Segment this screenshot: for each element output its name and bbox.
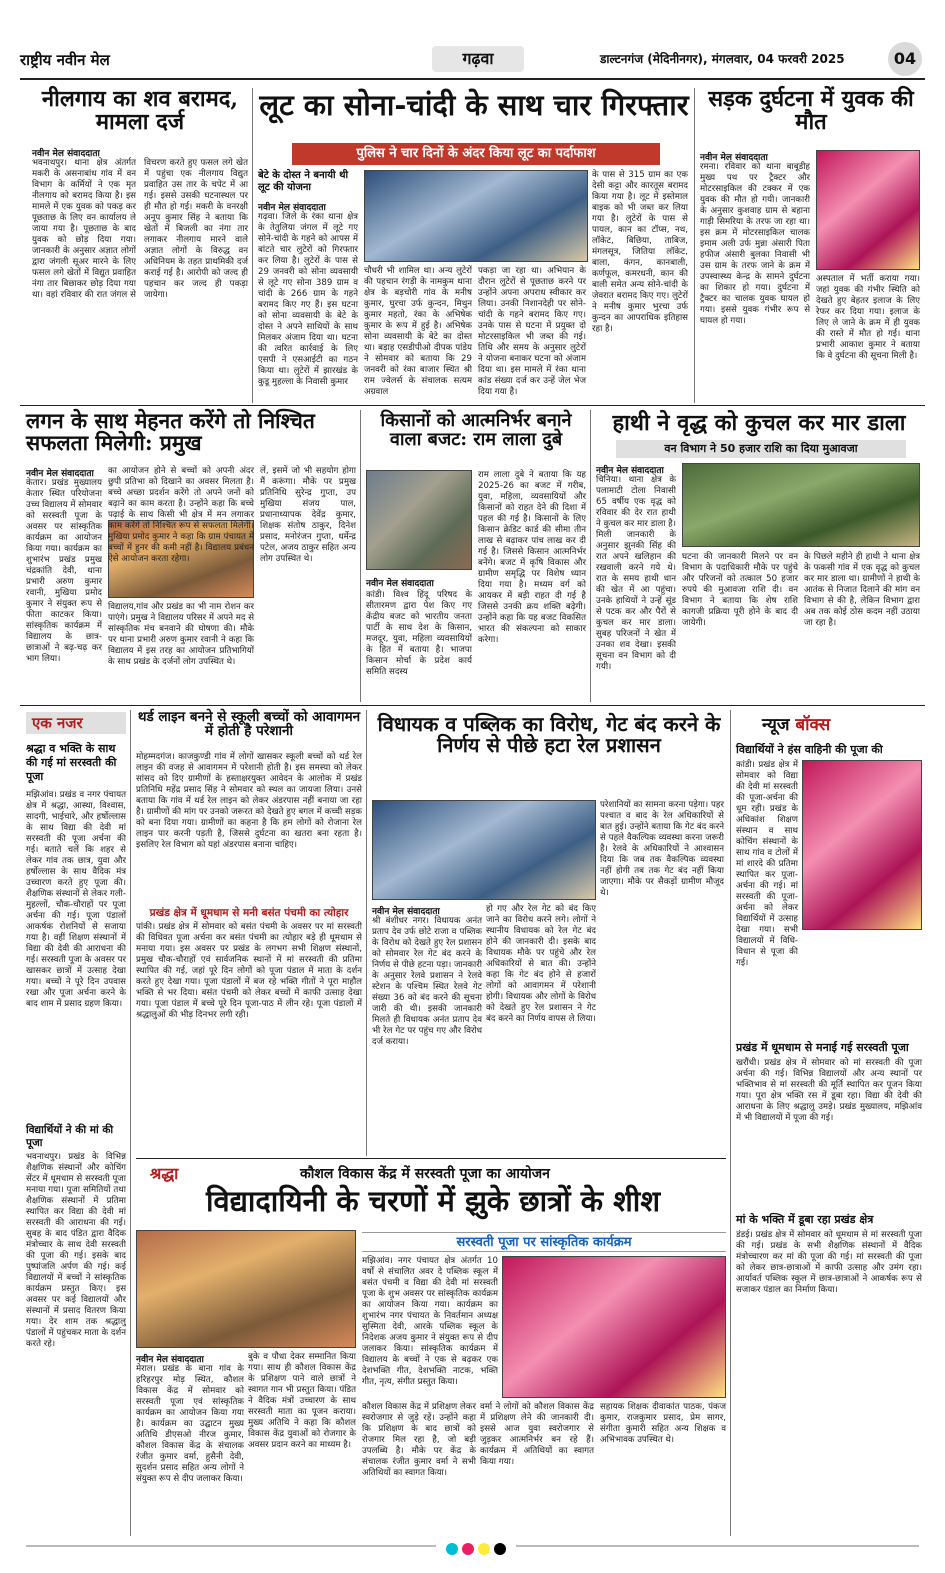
nazar-item-1-headline: श्रद्धा व भक्ति के साथ की गई मां सरस्वती की पूजा	[26, 742, 117, 783]
police-press-photo	[364, 170, 588, 262]
loot-body-2: चौधरी भी शामिल था। अन्य लुटेरों की पहचान रंगड़ी के नामकुम थाना क्षेत्र के बड़चोरी गांव के मनीष कुमार, घुरचा उर्फ कुन्दन, मिथुन कुमार महतो, रंका के अभिषेक कुमार के रूप में हुई है। अभिषेक सोना व्यवसायी के बेटे का दोस्त था। बड़ाह एसडीपीओ दीपक पांडेय ने सोमवार को बताया कि 29 जनवरी को रंका बाजार स्थित श्री राम ज्वेलर्स के संचालक सत्यम अग्रवाल	[364, 266, 472, 397]
news-box-title-2: बॉक्स	[795, 715, 831, 735]
elephant-subheadline: वन विभाग ने 50 हजार राशि का दिया मुआवजा	[616, 440, 906, 458]
row-rule	[20, 705, 925, 706]
accident-byline: नवीन मेल संवाददाता	[700, 153, 768, 163]
rail-headline: विधायक व पब्लिक का विरोध, गेट बंद करने के निर्णय से पीछे हटा रेल प्रशासन	[377, 712, 721, 757]
pramukh-byline: नवीन मेल संवाददाता	[26, 469, 94, 479]
loot-headline: लूट का सोना-चांदी के साथ चार गिरफ्तार	[259, 88, 689, 122]
kaushal-body-1: मेराल। प्रखंड के बाना गांव के हरिहरपुर मोड़ स्थित, कौशल विकास केंद्र में सोमवार को सरस्वती पूजा एवं सांस्कृतिक कार्यक्रम का आयोजन किया गया है। कार्यक्रम का उद्घाटन मुख्य अतिथि डीएसओ नीरज कुमार, कौशल विकास केंद्र के संचालक रंजीत कुमार वर्मा, हुसैनी देवी, सुदर्शन प्रसाद सहित अन्य लोगों ने संयुक्त रूप से दीप जलाकर किया।	[136, 1364, 244, 1484]
news-box-title-1: न्यूज	[762, 715, 790, 735]
cultural-stage-photo	[502, 1256, 726, 1398]
rl-dubey-photo	[366, 470, 472, 570]
page-number: 04	[888, 42, 922, 76]
elephant-body-3: के पिछले महीने ही हाथी ने थाना क्षेत्र के फकसी गांव में एक वृद्ध को कुचल कर मार डाला था। ग्रामीणों ने हाथी के आतंक से निजात दिलाने की मांग वन विभाग से की है, लेकिन विभाग द्वारा अब तक कोई ठोस कदम नहीं उठाया जा रहा है।	[804, 552, 920, 628]
nazar-item-2-headline: विद्यार्थियों ने की मां की पूजा	[26, 1124, 114, 1150]
budget-headline: किसानों को आत्मनिर्भर बनाने वाला बजट: राम लाला दुबे	[380, 410, 572, 450]
nazar-item-1-body: मझिआंव। प्रखंड व नगर पंचायत क्षेत्र में श्रद्धा, आस्था, विश्वास, सादगी, भाईचारे, और हर्षोल्लास के साथ विद्या की देवी मां सरस्वती की पूजा अर्चना की गई। बताते चलें कि शहर से लेकर गांव तक छात्र, युवा और हर्षोल्लास के साथ वैदिक मंत्र उच्चारण करते हुए पूजा की। शैक्षणिक संस्थानों से लेकर गली-मुहल्लों, चौक-चौराहों पर पूजा अर्चना की गई। पूजा पंडालों आकर्षक रोशनियों से सजाया गया है। वहीं शिक्षण संस्थानों में विद्या की देवी की आराधना की गई। सरस्वती पूजा के अवसर पर खासकर छात्रों में उत्साह देखा गया। बच्चों ने पूरे दिन उपवास रखा और पूजा अर्चना करने के बाद शाम में प्रसाद ग्रहण किया।	[26, 790, 126, 1009]
column-divider	[252, 88, 253, 403]
black-register-dot	[494, 1543, 506, 1555]
kaushal-body-3: कौशल विकास केंद्र में प्रशिक्षण लेकर स्वरोजगार से जुड़े रहें। उन्होंने कहा कि प्रशिक्षण के बाद छात्रों को रोजगार मिल रहा है, जो बड़ी उपलब्धि है। मौके पर केंद्र के संचालक रंजीत कुमार वर्मा ने सभी अतिथियों का स्वागत किया।	[362, 1402, 476, 1478]
news-box-item-2-body: खरौंधी। प्रखंड क्षेत्र में सोमवार को मां सरस्वती की पूजा अर्चना की गई। विभिन्न विद्यालयों और अन्य स्थानों पर भक्तिभाव से मां सरस्वती की मूर्ति स्थापित कर पूजन किया गया। पूरा क्षेत्र भक्ति रस में डूबा रहा। विद्या की देवी की आराधना के लिए श्रद्धालु उमड़े। प्रखंड मुख्यालय, मझिआंव में भी विद्यालयों में पूजा की गई।	[736, 1058, 922, 1123]
dateline: डाल्टनगंज (मेदिनीनगर), मंगलवार, 04 फरवरी 2025	[600, 52, 845, 66]
loot-body-3: पकड़ा जा रहा था। अभियान के दौरान लुटेरों से पूछताछ करने पर उन्होंने अपना अपराध स्वीकार कर लिया। उनकी निशानदेही पर सोने-चांदी के गहने बरामद किए गए। उनके पास से घटना में प्रयुक्त दो मोटरसाइकिल भी जब्त की गई। तिथि और समय के अनुसार लुटेरों ने योजना बनाकर घटना को अंजाम दिया था। इस मामले में रंका थाना कांड संख्या दर्ज कर उन्हें जेल भेज दिया गया है।	[478, 266, 586, 397]
accident-headline: सड़क दुर्घटना में युवक की मौत	[708, 86, 914, 136]
nilgai-headline: नीलगाय का शव बरामद, मामला दर्ज	[41, 86, 239, 136]
rail-body-1: श्री बंशीधर नगर। विधायक अनंत प्रताप देव उर्फ छोटे राजा व पब्लिक के विरोध को देखते हुए रेल प्रशासन को सोमवार रेल गेट बंद करने के निर्णय से पीछे हटना पड़ा। जानकारी के अनुसार रेलवे प्रशासन ने रेलवे स्टेशन के पश्चिम स्थित रेलवे गेट संख्या 36 को बंद करने की सूचना जारी की थी। इसकी जानकारी मिलते ही विधायक अनंत प्रताप देव भी रेल गेट पर पहुंच गए और विरोध दर्ज कराया।	[372, 916, 482, 1047]
shraddha-label: श्रद्धा	[150, 1164, 179, 1183]
rail-body-3: परेशानियों का सामना करना पड़ेगा। पहर पश्चात व बाद के रेल अधिकारियों से बात हुई। उन्होंने बताया कि गेट बंद करने से पहले वैकल्पिक व्यवस्था करना जरूरी है। रेलवे के अधिकारियों ने आश्वासन दिया कि जब तक वैकल्पिक व्यवस्था नहीं होगी तब तक गेट बंद नहीं किया जाएगा। मौके पर सैकड़ों ग्रामीण मौजूद थे।	[600, 800, 724, 898]
elephant-headline: हाथी ने वृद्ध को कुचल कर मार डाला	[612, 410, 906, 436]
news-box-item-3-body: डंडई। प्रखंड क्षेत्र में सोमवार को धूमधाम से मां सरस्वती पूजा की गई। प्रखंड के सभी शैक्षणिक संस्थानों में वैदिक मंत्रोच्चारण कर मां की पूजा की गई। मां सरस्वती की पूजा को लेकर छात्र-छात्राओं में काफी उत्साह और उमंग रहा। आर्यावर्त पब्लिक स्कूल में छात्र-छात्राओं ने आकर्षक रूप से सजाकर पंडाल का निर्माण किया।	[736, 1230, 922, 1295]
loot-byline: नवीन मेल संवाददाता	[258, 203, 326, 213]
basant-subheadline: प्रखंड क्षेत्र में धूमधाम से मनी बसंत पंचमी का त्योहार	[149, 907, 349, 919]
kaushal-overline: कौशल विकास केंद्र में सरस्वती पूजा का आयोजन	[300, 1166, 550, 1182]
loot-body-4: के पास से 315 ग्राम का एक देसी कट्टा और कारतूस बरामद किया गया है। लूट में इस्तेमाल बाइक को भी जब्त कर लिया गया है। लुटेरों के पास से पायल, कान का टॉप्स, नथ, लॉकेट, बिछिया, ताबिज, मंगलसूत्र, जितिया लॉकेट, बाला, कंगन, कानबाली, कर्णफूल, कमरधनी, कान की बाली समेत अन्य सोने-चांदी के जेवरात बरामद किए गए। लुटेरों ने मनीष कुमार भुरचा उर्फ कुन्दन का आपराधिक इतिहास रहा है।	[592, 170, 688, 334]
cyan-register-dot	[446, 1543, 458, 1555]
thirdline-headline: थर्ड लाइन बनने से स्कूली बच्चों को आवागमन में होती है परेशानी	[137, 709, 361, 740]
kaushal-byline: नवीन मेल संवाददाता	[136, 1355, 204, 1365]
masthead-rule	[20, 78, 925, 80]
cultural-body: मझिआंव। नगर पंचायत क्षेत्र अंतर्गत 10 वर्षों से संचालित अवर दे पब्लिक स्कूल में बसंत पंचमी व विद्या की देवी मां सरस्वती पूजा के शुभ अवसर पर सांस्कृतिक कार्यक्रम का आयोजन किया गया। कार्यक्रम का शुभारंभ नगर पंचायत के निवर्तमान अध्यक्ष सुस्मिता देवी, आरके पब्लिक स्कूल के निदेशक अजय कुमार ने संयुक्त रूप से दीप जलाकर किया। सांस्कृतिक कार्यक्रम में विद्यालय के बच्चों ने एक से बढ़कर एक देशभक्ति गीत, देशभक्ति नाटक, भक्ति गीत, नृत्य, संगीत प्रस्तुत किया।	[362, 1256, 498, 1387]
row-rule	[20, 405, 925, 406]
kaushal-body-4: वर्मा ने लोगों को कौशल विकास केंद्र में प्रशिक्षण लेने की जानकारी दी। इससे आज युवा स्वरोजगार से जुड़कर आत्मनिर्भर बन रहे हैं। कार्यक्रम में अतिथियों का स्वागत किया गया।	[480, 1402, 594, 1467]
budget-body-2: राम लाला दुबे ने बताया कि यह 2025-26 का बजट में गरीब, युवा, महिला, व्यवसायियों और किसानों को राहत देने की दिशा में पहल की गई है। किसानों के लिए किसान क्रेडिट कार्ड की सीमा तीन लाख से बढ़ाकर पांच लाख कर दी गई है। जिससे किसान आत्मनिर्भर बनेंगे। बजट में कृषि विकास और ग्रामीण समृद्धि पर विशेष ध्यान दिया गया है। मध्यम वर्ग को आयकर में बड़ी राहत दी गई है जिससे उनकी क्रय शक्ति बढ़ेगी। उन्होंने कहा कि यह बजट विकसित भारत की संकल्पना को साकार करेगा।	[478, 470, 586, 645]
nazar-item-2-body: भवनाथपुर। प्रखंड के विभिन्न शैक्षणिक संस्थानों और कोचिंग सेंटर में धूमधाम से सरस्वती पूजा मनाया गया। पूजा समितियों तथा शैक्षणिक संस्थानों में प्रतिमा स्थापित कर विद्या की देवी मां सरस्वती की आराधना की गई। सुबह के बाद पंडित द्वारा वैदिक मंत्रोच्चार के साथ देवी सरस्वती की पूजा की गई। इसके बाद पुष्पांजलि अर्पण की गई। कई विद्यालयों में बच्चों ने सांस्कृतिक कार्यक्रम प्रस्तुत किए। इस अवसर पर कई विद्यालयों और संस्थानों में प्रसाद वितरण किया गया। देर शाम तक श्रद्धालु पंडालों में पहुंचकर माता के दर्शन करते रहे।	[26, 1152, 126, 1349]
basant-body: पांकी। प्रखंड क्षेत्र में सोमवार को बसंत पंचमी के अवसर पर मां सरस्वती की विधिवत पूजा अर्चना कर बसंत पंचमी का त्योहार बड़े ही धूमधाम से मनाया गया। इस अवसर पर प्रखंड के लगभग सभी शिक्षण संस्थानों, प्रमुख चौक-चौराहों एवं सार्वजनिक स्थानों में मां सरस्वती की प्रतिमा स्थापित की गई, जहां पूरे दिन लोगों को पूजा पंडाल में माता के दर्शन करते हुए देखा गया। पूजा पंडालों में बज रहे भक्ति गीतों ने पूरा माहौल भक्ति से भर दिया। बसंत पंचमी को लेकर बच्चों में काफी उत्साह देखा गया। पूजा पंडाल में बच्चे पूरे दिन पूजा-पाठ में लीन रहे। पूजा पंडालों में श्रद्धालुओं की भीड़ दिनभर लगी रही।	[136, 922, 362, 1020]
accident-body-2: अस्पताल में भर्ती कराया गया। जहां युवक की गंभीर स्थिति को देखते हुए बेहतर इलाज के लिए रेफर कर दिया गया। इलाज के लिए ले जाने के क्रम में ही युवक की रास्ते में मौत हो गई। थाना प्रभारी आकाश कुमार ने बताया कि वे दुर्घटना की सूचना मिली है।	[816, 274, 920, 361]
nilgai-byline: नवीन मेल संवाददाता	[32, 149, 100, 159]
victim-photo	[816, 150, 920, 270]
footer-color-bar	[26, 1540, 919, 1552]
kaushal-event-photo	[136, 1230, 356, 1348]
news-box-item-3-headline: मां के भक्ति में डूबा रहा प्रखंड क्षेत्र	[736, 1213, 874, 1226]
masthead	[0, 0, 945, 78]
registration-marks	[436, 1540, 516, 1552]
cultural-subheadline: सरस्वती पूजा पर सांस्कृतिक कार्यक्रम	[362, 1232, 726, 1252]
yellow-register-dot	[478, 1543, 490, 1555]
rail-protest-photo	[372, 800, 596, 900]
column-divider	[590, 410, 591, 702]
pramukh-body-3: विद्यालय,गांव और प्रखंड का भी नाम रोशन कर पाएंगे। प्रमुख ने विद्यालय परिसर में अपने मद से सांस्कृतिक मंच बनवाने की घोषणा की। मौके पर थाना प्रभारी अरुण कुमार रवानी ने कहा कि विद्यालय में इस तरह का आयोजन प्रतिभागियों के साथ प्रखंड के दर्जनों लोग उपस्थित थे।	[108, 602, 254, 667]
section-title: गढ़वा	[432, 46, 524, 72]
column-divider	[366, 710, 367, 1156]
pramukh-body-1: केतार। प्रखंड मुख्यालय केतार स्थित परियोजना उच्च विद्यालय में सोमवार को सरस्वती पूजा के अवसर पर सांस्कृतिक कार्यक्रम का आयोजन किया गया। कार्यक्रम का शुभारंभ प्रखंड प्रमुख चंद्रकांति देवी, थाना प्रभारी अरुण कुमार रवानी, मुखिया प्रमोद कुमार ने संयुक्त रूप से फीता काटकर किया। सांस्कृतिक कार्यक्रम में विद्यालय के छात्र-छात्राओं ने बढ़-चढ़ कर भाग लिया।	[26, 478, 102, 664]
row-rule	[136, 1158, 726, 1159]
news-box-item-1-headline: विद्यार्थियों ने हंस वाहिनी की पूजा की	[736, 743, 883, 756]
loot-subheadline: पुलिस ने चार दिनों के अंदर किया लूट का पर्दाफाश	[292, 143, 660, 165]
elephant-body-1: चिनिया। थाना क्षेत्र के पलामाटी टोला निवासी 65 वर्षीय एक वृद्ध को रविवार की देर रात हाथी ने कुचल कर मार डाला है। मिली जानकारी के अनुसार झुनकी सिंह की रात अपने खलिहान की रखवाली करने गये थे। रात के समय हाथी धान की खेत में आ पहुंचा। उनके हाथियों ने उन्हें सूंड से पटक कर और पैरों से कुचल कर मार डाला। सुबह परिजनों ने खेत में उनका शव देखा। इसकी सूचना वन विभाग को दी गयी।	[596, 475, 677, 672]
newspaper-brand: राष्ट्रीय नवीन मेल	[20, 51, 110, 69]
budget-byline: नवीन मेल संवाददाता	[366, 579, 434, 589]
pramukh-headline: लगन के साथ मेहनत करेंगे तो निश्चित सफलता मिलेगी: प्रमुख	[26, 408, 315, 456]
kaushal-body-2: बुके व पौधा देकर सम्मानित किया गया। साथ ही कौशल विकास केंद्र के प्रशिक्षण पाने वाले छात्रों ने स्वागत गान भी प्रस्तुत किया। पंडित ने वैदिक मंत्रों उच्चारण के साथ सरस्वती माता का पूजन कराया। मुख्य अतिथि ने कहा कि कौशल विकास केंद्र युवाओं को रोजगार के अवसर प्रदान करने का माध्यम है।	[248, 1352, 356, 1450]
magenta-register-dot	[462, 1543, 474, 1555]
column-divider	[694, 88, 695, 403]
elephant-body-2: घटना की जानकारी मिलने पर वन विभाग के पदाधिकारी मौके पर पहुंचे और परिजनों को तत्काल 50 हजार रुपये की मुआवजा राशि दी। वन विभाग ने बताया कि शेष राशि कागजी प्रक्रिया पूरी होने के बाद दी जायेगी।	[682, 552, 798, 628]
accident-body-1: रमना। रविवार को थाना बाबूडीह मुख्य पथ पर ट्रैक्टर और मोटरसाइकिल की टक्कर में एक युवक की मौत हो गयी। जानकारी के अनुसार कुशवाह ग्राम से बहाना गाड़ी सिमरिया के तरफ जा रहा था। इस क्रम में मोटरसाइकिल चालक इमाम अली उर्फ मुन्ना अंसारी पिता हफीज अंसारी बुलका निवासी भी उस ग्राम के तरफ जाने के क्रम में उपस्वास्थ्य केन्द्र के सामने दुर्घटना का शिकार हो गया। दुर्घटना में ट्रैक्टर का चालक युवक घायल हो गया। इससे युवक गंभीर रूप से घायल हो गया।	[700, 162, 810, 326]
news-box-item-1-body: कांडी। प्रखंड क्षेत्र में सोमवार को विद्या की देवी मां सरस्वती की पूजा-अर्चना की धूम रही। प्रखंड के अधिकांश शिक्षण संस्थान व साथ कोचिंग संस्थानों के साथ गांव व टोलों में मां शारदे की प्रतिमा स्थापित कर पूजा-अर्चना की गई। मां सरस्वती की पूजा-अर्चना को लेकर विद्यार्थियों में उत्साह देखा गया। सभी विद्यालयों में विधि-विधान से पूजा की गई।	[736, 760, 798, 968]
elephant-byline: नवीन मेल संवाददाता	[596, 466, 664, 476]
budget-body-1: कांडी। विश्व हिंदू परिषद के सीतारमण द्वारा पेश किए गए केंद्रीय बजट को भारतीय जनता पार्टी के साथ देश के किसान, मजदूर, युवा, महिला व्यवसायियों के हित में बताया है। भाजपा किसान मोर्चा के प्रदेश कार्य समिति सदस्य	[366, 590, 472, 677]
news-box-item-2-headline: प्रखंड में धूमधाम से मनाई गई सरस्वती पूजा	[736, 1041, 909, 1054]
column-divider	[730, 710, 731, 1536]
news-box-title	[762, 712, 902, 735]
ek-nazar-title: एक नजर	[26, 712, 126, 734]
rail-byline: नवीन मेल संवाददाता	[372, 907, 440, 917]
compensation-photo	[682, 463, 920, 547]
loot-kicker: बेटे के दोस्त ने बनायी थी लूट की योजना	[258, 170, 349, 193]
pramukh-body-4: लें, इसमें जो भी सहयोग होगा मैं करूंगा। मौके पर प्रमुख प्रतिनिधि सुरेन्द्र गुप्ता, उप मुखिया संजय पाल, प्रधानाध्यापक देवेंद्र कुमार, शिक्षक संतोष ठाकुर, दिनेश प्रसाद, मनोरंजन गुप्ता, धर्मेन्द्र पटेल, अजय ठाकुर सहित अन्य लोग उपस्थित थे।	[260, 466, 356, 564]
thirdline-body: मोहम्मदगंज। काजकुण्डी गांव में लोगों खासकर स्कूली बच्चों को थर्ड रेल लाइन की वजह से आवागमन में परेशानी होती है। इस समस्या को लेकर सांसद को दिए ग्रामीणों के हस्ताक्षरयुक्त आवेदन के आलोक में प्रखंड प्रतिनिधि महेंद्र प्रसाद सिंह ने सोमवार को स्थल का जायजा लिया। उनसे बताया कि गांव में थर्ड रेल लाइन को लेकर अंडरपास नहीं बनाया जा रहा है। ग्रामीणों की मांग पर उनको जरूरत को देखते हुए बगल में कच्ची सड़क को बना दिया गया। ग्रामीणों का कहना है कि हम लोगों को रोजाना रेल लाइन पार करनी पड़ती है, जिससे दुर्घटना का खतरा बना रहता है। इसलिए रेल विभाग को यहां अंडरपास बनाना चाहिए।	[136, 752, 362, 850]
loot-body-1: गढ़वा। जिले के रंका थाना क्षेत्र के तेतुलिया जंगल में लूटे गए सोने-चांदी के गहने को आपस में बांटते चार लुटेरों को गिरफ्तार कर लिया है। लुटेरों के पास से 29 जनवरी को सोना व्यवसायी से लूटे गए सोना 389 ग्राम व चांदी के 266 ग्राम के गहने बरामद किए गए हैं। इस घटना को सोना व्यवसायी के बेटे के दोस्त ने अपने साथियों के साथ मिलकर अंजाम दिया था। घटना की त्वरित कार्रवाई के लिए एसपी ने एसआईटी का गठन किया था। लुटेरों में झारखंड के कुडू मुहल्ला के निवासी कुमार	[258, 212, 358, 387]
column-divider	[130, 710, 131, 1536]
pramukh-body-2: का आयोजन होने से बच्चों को अपनी अंदर छुपी प्रतिभा को दिखाने का अवसर मिलता है। बच्चे अच्छा प्रदर्शन करेंगे तो अपने जनों को बढ़ाने का काम करता है। उन्होंने कहा कि बच्चे पढ़ाई के साथ किसी भी क्षेत्र में मन लगाकर काम करेंगे तो निश्चित रूप से सफलता मिलेगी। मुखिया प्रमोद कुमार ने कहा कि ग्राम पंचायत में बच्चों में हुनर की कमी नहीं है। विद्यालय प्रबंधन ऐसे आयोजन करता रहेगा।	[108, 466, 254, 564]
column-divider	[360, 410, 361, 702]
nilgai-body: भवनाथपुर। थाना क्षेत्र अंतर्गत मकरी के असनाबांध गांव में वन विभाग के कर्मियों ने एक मृत नीलगाय को बरामद किया है। इस मामले में एक युवक को पकड़ कर पूछताछ के लिए वन कार्यालय ले जाया गया है। पूछताछ के बाद युवक को छोड़ दिया गया। जानकारी के अनुसार अज्ञात लोगों द्वारा जंगली सूअर मारने के लिए फसल लगे खेतों में विद्युत प्रवाहित नंगा तार बिछाकर छोड़ दिया गया था। वहां रविवार की रात जंगल से विचरण करते हुए फसल लगे खेत में पहुंचा एक नीलगाय विद्युत प्रवाहित उस तार के चपेट में आ गई। इससे उसकी घटनास्थल पर ही मौत हो गई। मकरी के वनरक्षी अनूप कुमार सिंह ने बताया कि खेतों में बिजली का नंगा तार लगाकर नीलगाय मारने वाले अज्ञात लोगों के विरुद्ध वन अधिनियम के तहत प्राथमिकी दर्ज कराई गई है। आरोपी को जल्द ही पहचान कर जल्द ही पकड़ा जायेगा।	[32, 158, 248, 300]
kaushal-headline: विद्यादायिनी के चरणों में झुके छात्रों के शीश	[205, 1184, 661, 1218]
kaushal-body-5: सहायक शिक्षक दीवाकांत पाठक, पंकज कुमार, राजकुमार प्रसाद, प्रेम सागर, संगीता कुमारी सहित अन्य शिक्षक व अभिभावक उपस्थित थे।	[600, 1402, 726, 1445]
saraswati-idol-photo	[802, 760, 922, 930]
rail-body-2: हो गए और रेल गेट को बंद किए जाने का विरोध करने लगे। लोगों ने स्थानीय विधायक को रेल गेट बंद होने की जानकारी दी। इसके बाद विधायक मौके पर पहुंचे और रेल अधिकारियों से बात की। उन्होंने कहा कि गेट बंद होने से हजारों लोगों को आवागमन में परेशानी होगी। विधायक और लोगों के विरोध को देखते हुए रेल प्रशासन ने गेट बंद करने का निर्णय वापस ले लिया।	[486, 904, 596, 1024]
